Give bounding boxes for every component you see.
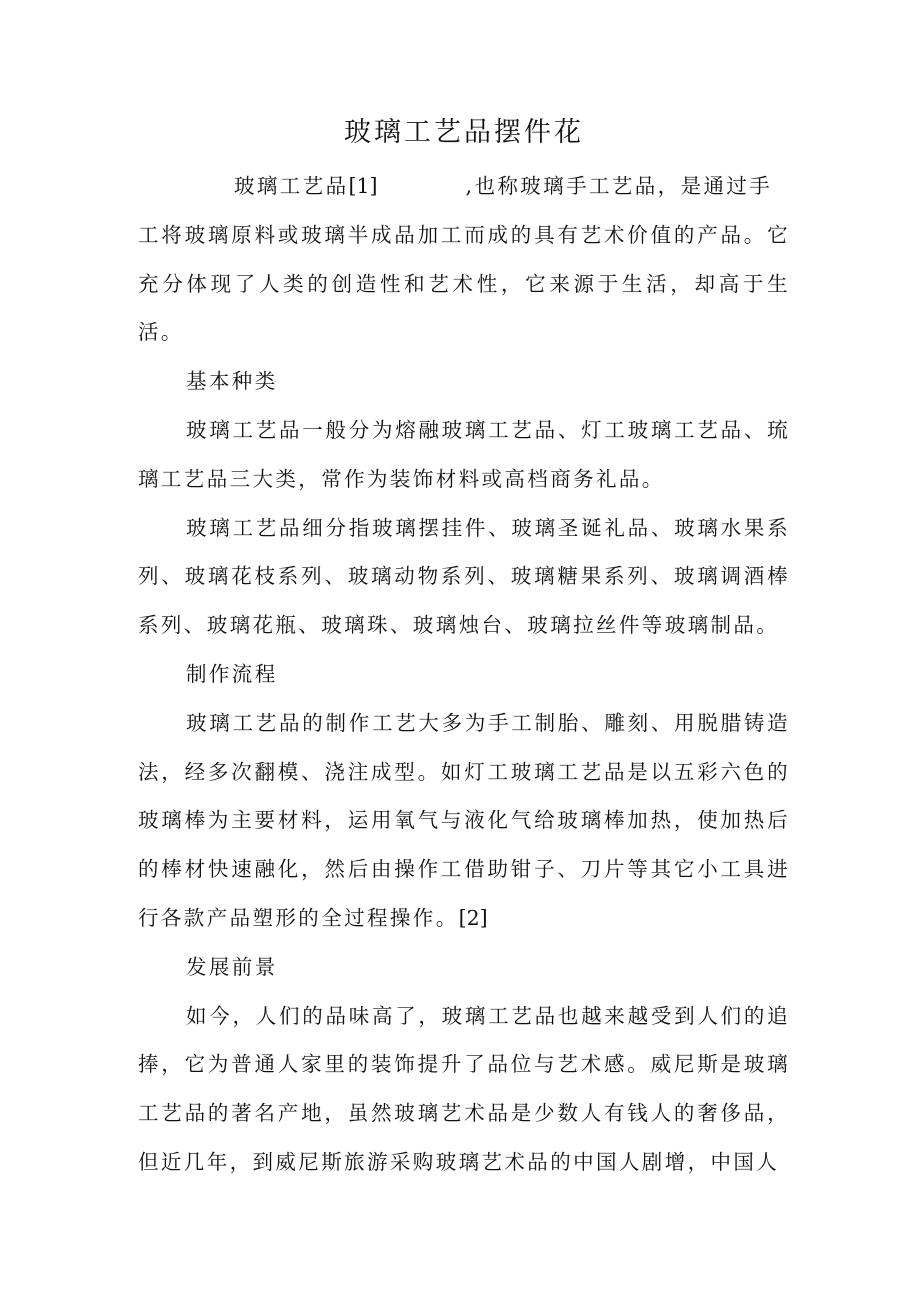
- prospects-paragraph: 如今，人们的品味高了，玻璃工艺品也越来越受到人们的追捧，它为普通人家里的装饰提升了品位与艺术感。威尼斯是玻璃工艺品的著名产地，虽然玻璃艺术品是少数人有钱人的奢侈品，但近几年，到威尼斯旅游采购玻璃艺术品的中国人剧增，中国人: [138, 1003, 790, 1174]
- intro-lead: 玻璃工艺品: [234, 174, 349, 198]
- document-title: 玻璃工艺品摆件花: [344, 117, 584, 148]
- intro-reference: [1]: [348, 174, 378, 198]
- document-page: [138, 110, 790, 1187]
- intro-rest: 工将玻璃原料或玻璃半成品加工而成的具有艺术价值的产品。它充分体现了人类的创造性和艺术性，它来源于生活，却高于生活。: [138, 222, 790, 345]
- intro-rest-first: ,也称玻璃手工艺品，是通过手: [465, 174, 773, 198]
- process-reference: [2]: [458, 905, 488, 930]
- types-paragraph-2: 玻璃工艺品细分指玻璃摆挂件、玻璃圣诞礼品、玻璃水果系列、玻璃花枝系列、玻璃动物系列、玻璃糖果系列、玻璃调酒棒系列、玻璃花瓶、玻璃珠、玻璃烛台、玻璃拉丝件等玻璃制品。: [138, 515, 790, 638]
- intro-paragraph: [138, 162, 790, 357]
- section-heading-process: 制作流程: [186, 661, 278, 686]
- intro-first-line: [138, 162, 790, 211]
- process-paragraph: [138, 699, 790, 943]
- process-text: 玻璃工艺品的制作工艺大多为手工制胎、雕刻、用脱腊铸造法，经多次翻模、浇注成型。如灯工玻璃工艺品是以五彩六色的玻璃棒为主要材料，运用氧气与液化气给玻璃棒加热，使加热后的棒材快速融化，然后由操作工借助钳子、刀片等其它小工具进行各款产品塑形的全过程操作。: [138, 710, 790, 930]
- types-paragraph-1: 玻璃工艺品一般分为熔融玻璃工艺品、灯工玻璃工艺品、琉璃工艺品三大类，常作为装饰材料或高档商务礼品。: [138, 417, 790, 491]
- section-heading-types: 基本种类: [186, 369, 278, 394]
- section-heading-prospects: 发展前景: [186, 954, 278, 979]
